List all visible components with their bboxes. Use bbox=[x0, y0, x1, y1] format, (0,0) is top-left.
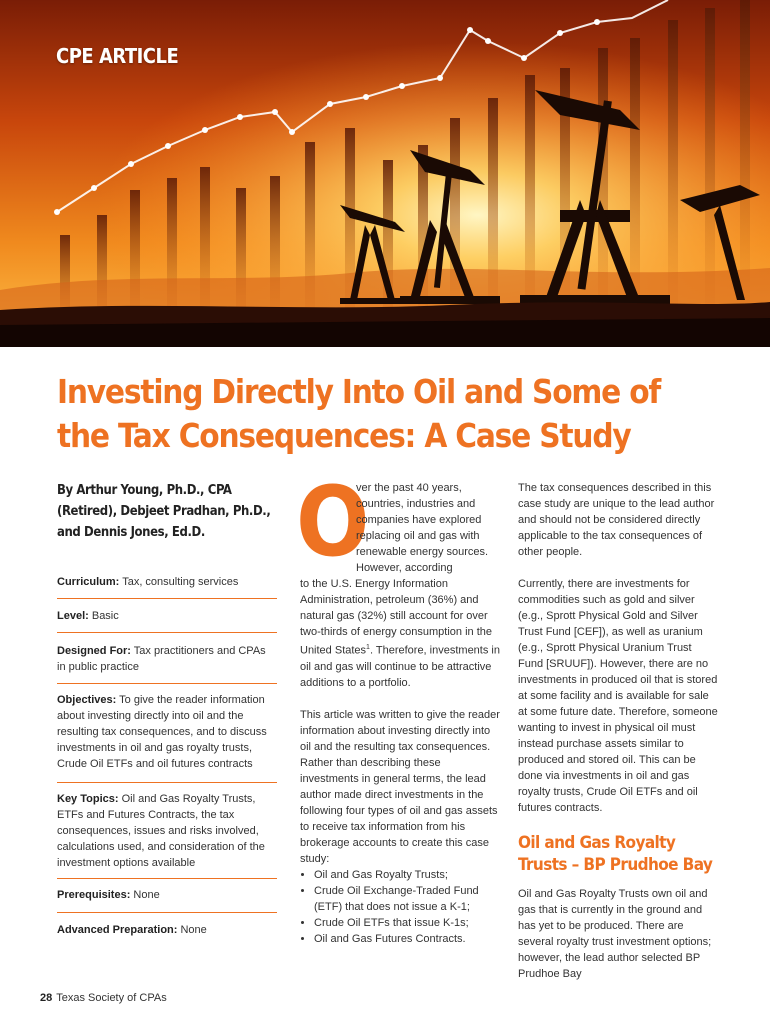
meta-label: Curriculum: bbox=[57, 576, 120, 588]
body-paragraph: Oil and Gas Royalty Trusts own oil and gas that is currently in the ground and has yet to be produced. There are several royalty trust investment options; however, the lead author selected BP Prudhoe Bay bbox=[518, 888, 712, 980]
body-column-2 bbox=[300, 480, 500, 947]
byline: By Arthur Young, Ph.D., CPA (Retired), Debjeet Pradhan, Ph.D., and Dennis Jones, Ed.D. bbox=[57, 483, 271, 540]
divider bbox=[57, 598, 277, 599]
list-item: • Oil and Gas Futures Contracts. bbox=[314, 931, 500, 947]
body-column-3 bbox=[518, 480, 718, 998]
divider bbox=[57, 632, 277, 633]
meta-prerequisites bbox=[57, 887, 277, 903]
meta-value: None bbox=[177, 924, 207, 936]
body-text: to the U.S. Energy Information Administration, petroleum (36%) and natural gas (32%) still account for over two-thirds of energy consumption in the United States bbox=[300, 578, 492, 657]
section-heading: Oil and Gas Royalty Trusts – BP Prudhoe Bay bbox=[518, 833, 713, 875]
body-paragraph: This article was written to give the reader information about investing directly into oil and the resulting tax consequences. Rather than describing these investments in general terms, the lead author made direct investments in the following four types of oil and gas assets to receive tax information from his brokerage accounts to create this case study: bbox=[300, 708, 500, 865]
meta-label: Objectives: bbox=[57, 694, 117, 706]
divider bbox=[57, 878, 277, 879]
divider bbox=[57, 912, 277, 913]
section-label: CPE ARTICLE bbox=[56, 44, 179, 68]
list-item: • Crude Oil ETFs that issue K-1s; bbox=[314, 915, 500, 931]
body-line: ver the past 40 years, bbox=[356, 482, 462, 494]
list-item: • Oil and Gas Royalty Trusts; bbox=[314, 867, 500, 883]
meta-key-topics bbox=[57, 791, 277, 871]
meta-advanced-preparation bbox=[57, 922, 277, 938]
meta-level bbox=[57, 608, 277, 624]
body-line: renewable energy sources. bbox=[356, 546, 489, 558]
body-paragraph: Currently, there are investments for commodities such as gold and silver (e.g., Sprott Physical Gold and Silver Trust Fund [CEF]), as well as uranium (e.g., Sprott Physical Uranium Trust Fund [SRUUF]). However, there are no investments in produced oil that is stored at some facility and is available for sale at some future date. Therefore, someone wanting to invest in physical oil must instead purchase assets similar to produced and stored oil. This can be done via investments in oil and gas royalty trusts, Crude Oil ETFs and oil futures contracts. bbox=[518, 578, 718, 814]
meta-designed-for bbox=[57, 643, 277, 675]
list-item: • Crude Oil Exchange-Traded Fund (ETF) that does not issue a K-1; bbox=[314, 883, 500, 915]
meta-value: Tax practitioners and CPAs in public practice bbox=[57, 645, 266, 673]
publication-name: Texas Society of CPAs bbox=[56, 992, 167, 1004]
body-line: countries, industries and bbox=[356, 498, 476, 510]
divider bbox=[57, 782, 277, 783]
body-line: replacing oil and gas with bbox=[356, 530, 480, 542]
meta-objectives bbox=[57, 692, 277, 772]
meta-value: Oil and Gas Royalty Trusts, ETFs and Futures Contracts, the tax consequences, issues and risks involved, calculations used, and consideration of the investment options available bbox=[57, 793, 265, 869]
meta-value: Basic bbox=[88, 610, 119, 622]
body-text: . Therefore, investments in oil and gas will continue to be attractive additions to a portfolio. bbox=[300, 644, 500, 689]
hero-image bbox=[0, 0, 770, 347]
page-footer bbox=[40, 992, 167, 1004]
body-paragraph bbox=[300, 576, 500, 691]
author-column bbox=[57, 480, 277, 543]
meta-value: Tax, consulting services bbox=[119, 576, 239, 588]
meta-curriculum bbox=[57, 574, 277, 590]
divider bbox=[57, 683, 277, 684]
article-title: Investing Directly Into Oil and Some of the Tax Consequences: A Case Study bbox=[57, 372, 661, 455]
body-line: companies have explored bbox=[356, 514, 482, 526]
bullet-list bbox=[300, 867, 500, 947]
meta-label: Prerequisites: bbox=[57, 889, 131, 901]
footnote-marker: 1 bbox=[366, 644, 370, 651]
meta-label: Level: bbox=[57, 610, 89, 622]
meta-label: Designed For: bbox=[57, 645, 131, 657]
meta-value: None bbox=[130, 889, 160, 901]
body-line: However, according bbox=[356, 562, 453, 574]
drop-cap: O bbox=[296, 466, 370, 578]
meta-label: Key Topics: bbox=[57, 793, 119, 805]
meta-label: Advanced Preparation: bbox=[57, 924, 178, 936]
body-paragraph: The tax consequences described in this case study are unique to the lead author and should not be considered directly applicable to the tax consequences of other people. bbox=[518, 482, 715, 558]
page-number: 28 bbox=[40, 992, 53, 1004]
meta-value: To give the reader information about investing directly into oil and the resulting tax consequences, and to discuss investments in oil and gas royalty trusts, Crude Oil ETFs and oil futures contracts bbox=[57, 694, 267, 770]
